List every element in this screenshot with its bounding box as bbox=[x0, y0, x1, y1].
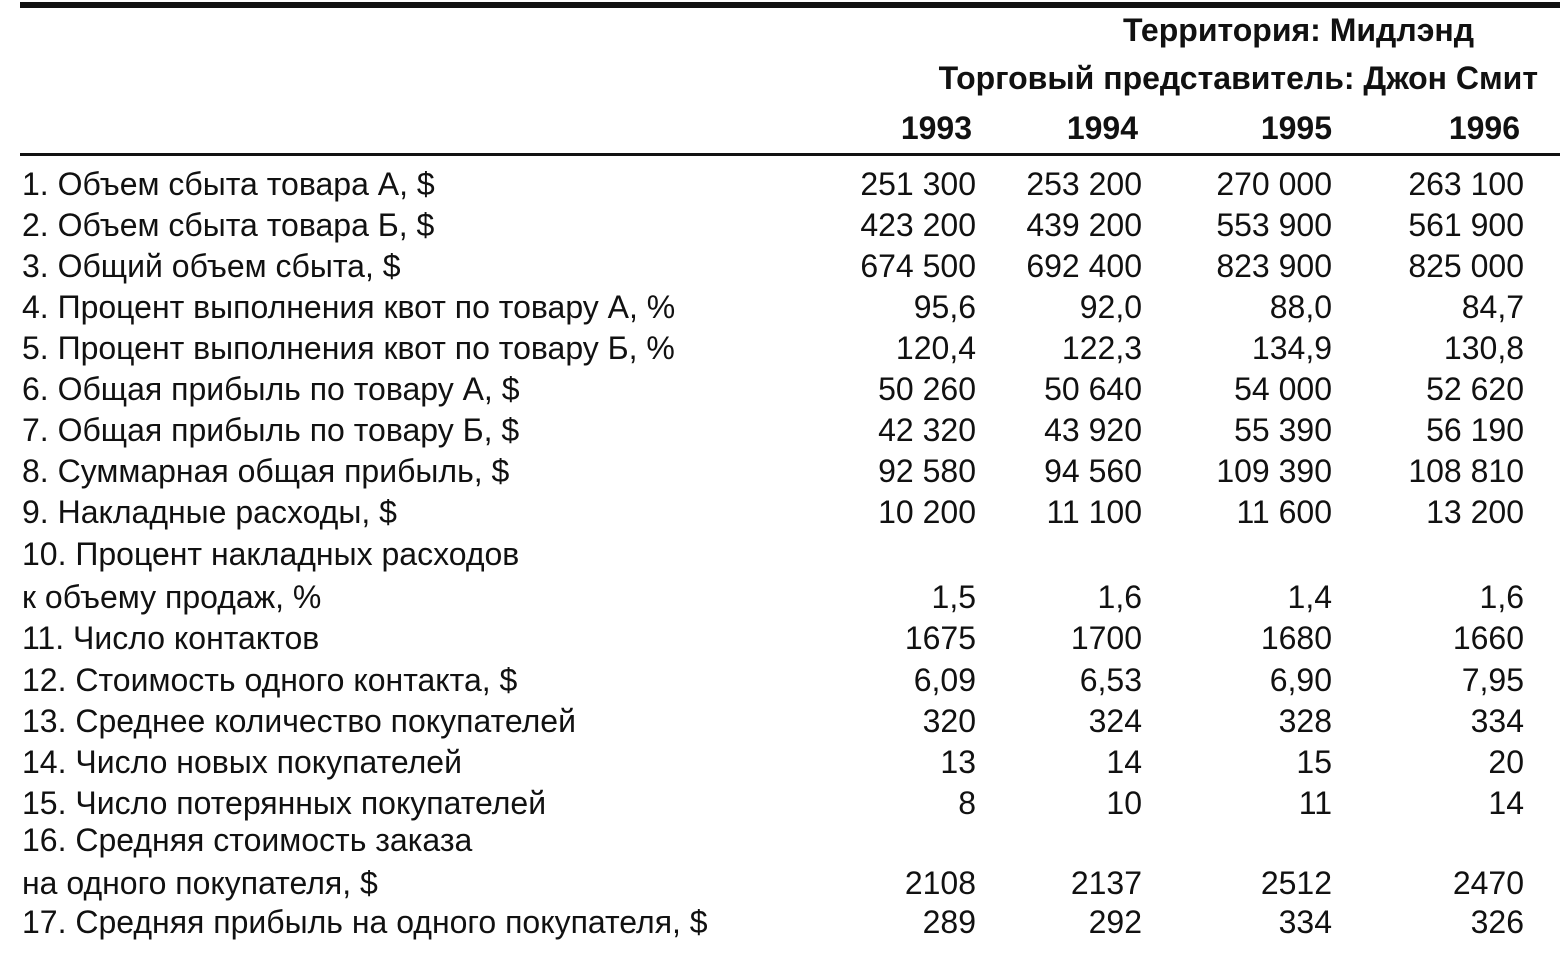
cell-1993: 10 200 bbox=[878, 494, 976, 530]
cell-1993: 423 200 bbox=[860, 207, 976, 243]
cell-1993: 8 bbox=[958, 785, 976, 821]
row-label: 4. Процент выполнения квот по товару А, % bbox=[22, 289, 676, 325]
row-label: 12. Стоимость одного контакта, $ bbox=[22, 662, 518, 698]
year-header-1994: 1994 bbox=[1066, 110, 1138, 146]
cell-1994: 324 bbox=[1088, 703, 1142, 739]
cell-1993: 1,5 bbox=[931, 579, 976, 615]
cell-1995: 270 000 bbox=[1216, 166, 1332, 202]
cell-1996: 334 bbox=[1470, 703, 1524, 739]
cell-1994: 11 100 bbox=[1046, 494, 1142, 530]
cell-1996: 52 620 bbox=[1426, 371, 1524, 407]
year-header-1995: 1995 bbox=[1260, 110, 1332, 146]
row-label: 10. Процент накладных расходов bbox=[22, 536, 520, 572]
cell-1995: 2512 bbox=[1260, 865, 1332, 901]
cell-1994: 10 bbox=[1106, 785, 1142, 821]
top-rule bbox=[20, 2, 1560, 8]
table-row bbox=[0, 744, 1560, 785]
cell-1995: 11 600 bbox=[1236, 494, 1332, 530]
cell-1995: 11 bbox=[1298, 785, 1332, 821]
cell-1993: 95,6 bbox=[913, 289, 976, 325]
table-row bbox=[0, 662, 1560, 703]
row-label: 14. Число новых покупателей bbox=[22, 744, 462, 780]
cell-1994: 50 640 bbox=[1044, 371, 1142, 407]
cell-1993: 320 bbox=[922, 703, 976, 739]
cell-1996: 1660 bbox=[1452, 620, 1524, 656]
row-label: 8. Суммарная общая прибыль, $ bbox=[22, 453, 510, 489]
cell-1996: 20 bbox=[1488, 744, 1524, 780]
row-label: 1. Объем сбыта товара А, $ bbox=[22, 166, 435, 202]
cell-1994: 1,6 bbox=[1097, 579, 1142, 615]
cell-1996: 326 bbox=[1470, 904, 1524, 940]
row-label: 2. Объем сбыта товара Б, $ bbox=[22, 207, 435, 243]
cell-1993: 120,4 bbox=[895, 330, 976, 366]
cell-1994: 14 bbox=[1106, 744, 1142, 780]
row-label: 13. Среднее количество покупателей bbox=[22, 703, 576, 739]
row-label: 9. Накладные расходы, $ bbox=[22, 494, 397, 530]
cell-1994: 2137 bbox=[1070, 865, 1142, 901]
cell-1996: 7,95 bbox=[1461, 662, 1524, 698]
cell-1995: 334 bbox=[1278, 904, 1332, 940]
row-label: 3. Общий объем сбыта, $ bbox=[22, 248, 401, 284]
row-label: 15. Число потерянных покупателей bbox=[22, 785, 547, 821]
cell-1993: 1675 bbox=[904, 620, 976, 656]
row-label: 11. Число контактов bbox=[22, 620, 320, 656]
cell-1996: 1,6 bbox=[1479, 579, 1524, 615]
sales-rep-heading: Торговый представитель: Джон Смит bbox=[938, 60, 1538, 96]
cell-1994: 6,53 bbox=[1079, 662, 1142, 698]
cell-1994: 692 400 bbox=[1026, 248, 1142, 284]
row-label-continued: на одного покупателя, $ bbox=[22, 865, 378, 901]
table-row bbox=[0, 620, 1560, 661]
cell-1996: 263 100 bbox=[1408, 166, 1524, 202]
row-label-continued: к объему продаж, % bbox=[22, 579, 322, 615]
cell-1996: 825 000 bbox=[1408, 248, 1524, 284]
cell-1996: 2470 bbox=[1452, 865, 1524, 901]
row-label: 16. Средняя стоимость заказа bbox=[22, 822, 473, 858]
header-rule bbox=[20, 153, 1560, 156]
cell-1995: 1680 bbox=[1260, 620, 1332, 656]
cell-1995: 134,9 bbox=[1251, 330, 1332, 366]
table-row bbox=[0, 412, 1560, 453]
table-row bbox=[0, 207, 1560, 248]
cell-1993: 289 bbox=[922, 904, 976, 940]
cell-1995: 109 390 bbox=[1216, 453, 1332, 489]
table-row bbox=[0, 536, 1560, 615]
cell-1994: 92,0 bbox=[1079, 289, 1142, 325]
cell-1993: 50 260 bbox=[878, 371, 976, 407]
cell-1995: 54 000 bbox=[1234, 371, 1332, 407]
cell-1994: 94 560 bbox=[1044, 453, 1142, 489]
cell-1995: 553 900 bbox=[1216, 207, 1332, 243]
cell-1994: 122,3 bbox=[1061, 330, 1142, 366]
cell-1994: 439 200 bbox=[1026, 207, 1142, 243]
table-row bbox=[0, 248, 1560, 289]
cell-1995: 6,90 bbox=[1269, 662, 1332, 698]
table-row bbox=[0, 703, 1560, 744]
cell-1996: 14 bbox=[1488, 785, 1524, 821]
cell-1994: 292 bbox=[1088, 904, 1142, 940]
cell-1995: 1,4 bbox=[1287, 579, 1332, 615]
cell-1995: 55 390 bbox=[1234, 412, 1332, 448]
cell-1995: 88,0 bbox=[1269, 289, 1332, 325]
cell-1996: 56 190 bbox=[1426, 412, 1524, 448]
table-row bbox=[0, 453, 1560, 494]
table-row bbox=[0, 494, 1560, 535]
year-header-1996: 1996 bbox=[1448, 110, 1520, 146]
territory-heading: Территория: Мидлэнд bbox=[1122, 12, 1474, 48]
table-row bbox=[0, 785, 1560, 826]
cell-1995: 823 900 bbox=[1216, 248, 1332, 284]
row-label: 6. Общая прибыль по товару А, $ bbox=[22, 371, 520, 407]
cell-1996: 13 200 bbox=[1426, 494, 1524, 530]
table-row bbox=[0, 822, 1560, 901]
cell-1996: 108 810 bbox=[1408, 453, 1524, 489]
cell-1993: 13 bbox=[940, 744, 976, 780]
table-row bbox=[0, 330, 1560, 371]
cell-1996: 84,7 bbox=[1461, 289, 1524, 325]
row-label: 17. Средняя прибыль на одного покупателя, $ bbox=[22, 904, 708, 940]
cell-1993: 674 500 bbox=[860, 248, 976, 284]
cell-1994: 1700 bbox=[1070, 620, 1142, 656]
cell-1995: 328 bbox=[1278, 703, 1332, 739]
row-label: 5. Процент выполнения квот по товару Б, % bbox=[22, 330, 675, 366]
cell-1993: 6,09 bbox=[913, 662, 976, 698]
table-row bbox=[0, 904, 1560, 945]
table-row bbox=[0, 289, 1560, 330]
cell-1994: 43 920 bbox=[1044, 412, 1142, 448]
cell-1993: 92 580 bbox=[878, 453, 976, 489]
table-row bbox=[0, 166, 1560, 207]
cell-1993: 2108 bbox=[904, 865, 976, 901]
table-row bbox=[0, 371, 1560, 412]
row-label: 7. Общая прибыль по товару Б, $ bbox=[22, 412, 520, 448]
cell-1993: 251 300 bbox=[860, 166, 976, 202]
cell-1996: 561 900 bbox=[1408, 207, 1524, 243]
cell-1995: 15 bbox=[1296, 744, 1332, 780]
cell-1993: 42 320 bbox=[878, 412, 976, 448]
year-header-1993: 1993 bbox=[900, 110, 972, 146]
cell-1996: 130,8 bbox=[1443, 330, 1524, 366]
cell-1994: 253 200 bbox=[1026, 166, 1142, 202]
